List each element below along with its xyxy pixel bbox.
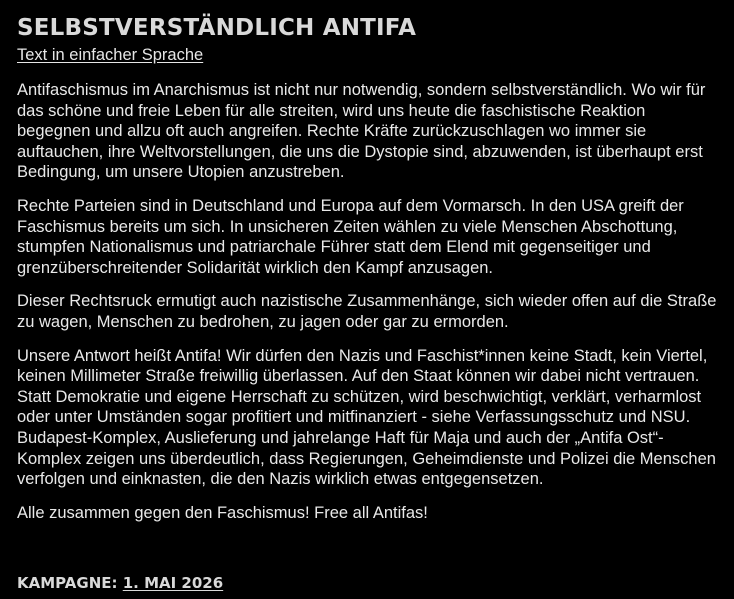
page-title: SELBSTVERSTÄNDLICH ANTIFA	[17, 15, 417, 41]
campaign-link[interactable]: 1. MAI 2026	[122, 574, 224, 592]
paragraph-our-answer: Unsere Antwort heißt Antifa! Wir dürfen den Nazis und Faschist*innen keine Stadt, kein Viertel, keinen Millimeter Straße freiwillig überlassen. Auf den Staat können wir dabei nicht vertrauen. Statt Demokratie und eigene Herrschaft zu schützen, wird beschwichtigt, verklärt, verharmlost oder unter Umständen sogar profitiert und mitfinanziert - siehe Verfassungsschutz und NSU. Budapest-Komplex, Auslieferung und jahrelange Haft für Maja und auch der „Antifa Ost“-Komplex zeigen uns überdeutlich, dass Regierungen, Geheimdienste und Polizei die Menschen verfolgen und einknasten, die den Nazis wirklich etwas entgegensetzen.	[17, 346, 716, 489]
easy-language-link[interactable]: Text in einfacher Sprache	[17, 46, 204, 64]
paragraph-closing: Alle zusammen gegen den Faschismus! Free all Antifas!	[17, 503, 428, 522]
campaign-label: KAMPAGNE:	[17, 574, 118, 592]
paragraph-right-wing-parties: Rechte Parteien sind in Deutschland und Europa auf dem Vormarsch. In den USA greift der Faschismus bereits um sich. In unsicheren Zeiten wählen zu viele Menschen Abschottung, stumpfen Nationalismus und patriarchale Führer statt dem Elend mit gegenseitiger und grenzüberschreitender Solidarität wirklich den Kampf anzusagen.	[17, 196, 684, 277]
campaign-line	[17, 573, 223, 593]
paragraph-shift-to-right: Dieser Rechtsruck ermutigt auch nazistische Zusammenhänge, sich wieder offen auf die Straße zu wagen, Menschen zu bedrohen, zu jagen oder gar zu ermorden.	[17, 292, 717, 331]
paragraph-intro: Antifaschismus im Anarchismus ist nicht nur notwendig, sondern selbstverständlich. Wo wir für das schöne und freie Leben für alle streiten, wird uns heute die faschistische Reaktion begegnen und allzu oft auch angreifen. Rechte Kräfte zurückzuschlagen wo immer sie auftauchen, ihre Weltvorstellungen, die uns die Dystopie sind, abzuwenden, ist überhaupt erst Bedingung, um unsere Utopien anzustreben.	[17, 81, 706, 182]
article-body	[17, 80, 718, 523]
